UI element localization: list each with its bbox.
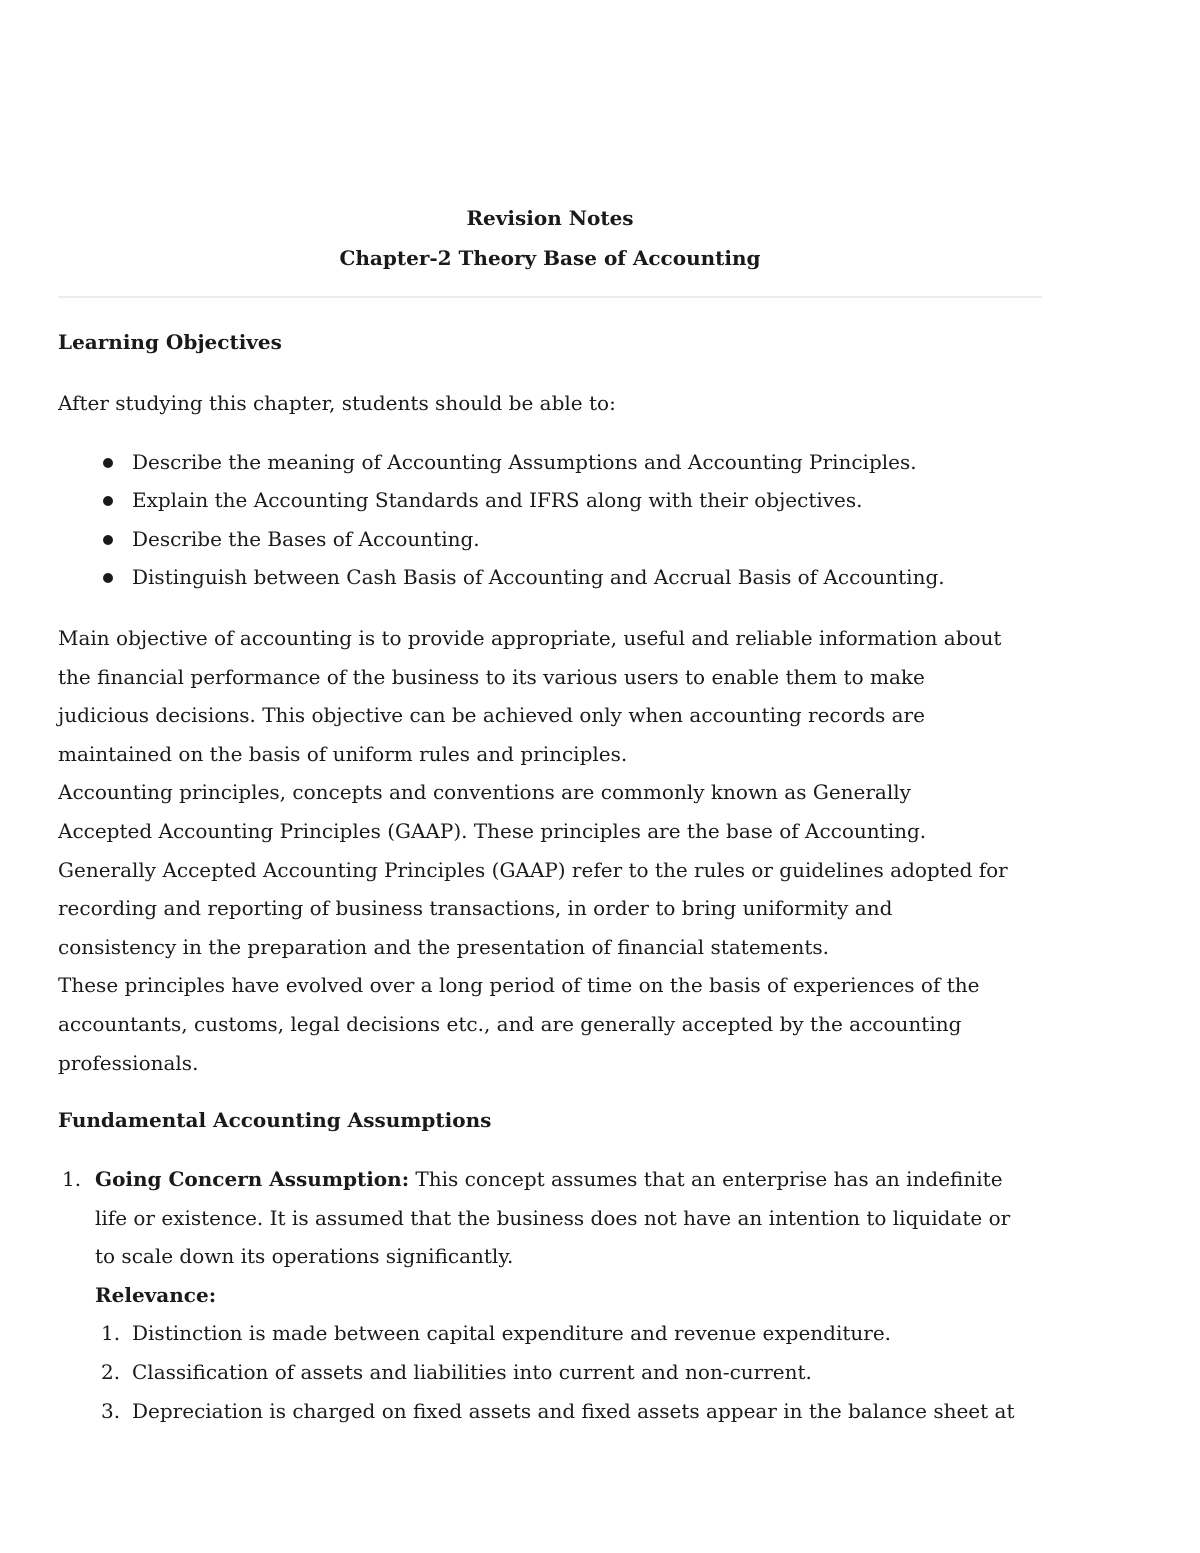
list-item: Explain the Accounting Standards and IFRS along with their objectives. [58, 481, 1042, 520]
body-line: Generally Accepted Accounting Principles (GAAP) refer to the rules or guidelines adopted for [58, 857, 1008, 882]
assumptions-list [58, 1160, 1042, 1430]
body-line: maintained on the basis of uniform rules and principles. [58, 741, 628, 766]
list-item: 2. Classification of assets and liabilities into current and non-current. [101, 1360, 812, 1385]
assumption-text: Going Concern Assumption: This concept assumes that an enterprise has an indefinite [95, 1167, 1003, 1192]
assumption-line: to scale down its operations significantly. [95, 1244, 514, 1269]
body-line: the financial performance of the business to its various users to enable them to make [58, 664, 925, 689]
body-line: Accepted Accounting Principles (GAAP). These principles are the base of Accounting. [58, 818, 927, 843]
bullet-icon [103, 573, 113, 583]
divider [58, 296, 1042, 298]
title-block [58, 198, 1042, 278]
body-line: accountants, customs, legal decisions etc., and are generally accepted by the accounting [58, 1011, 962, 1036]
body-line: recording and reporting of business transactions, in order to bring uniformity and [58, 896, 893, 921]
bullet-icon [103, 496, 113, 506]
relevance-list [95, 1314, 1042, 1430]
body-line: These principles have evolved over a long period of time on the basis of experiences of the [58, 973, 980, 998]
body-line: Main objective of accounting is to provide appropriate, useful and reliable information about [58, 625, 1002, 650]
assumptions-heading: Fundamental Accounting Assumptions [58, 1108, 492, 1133]
body-line: judicious decisions. This objective can be achieved only when accounting records are [58, 703, 925, 728]
list-item: 1. Distinction is made between capital expenditure and revenue expenditure. [101, 1321, 892, 1346]
learning-objectives-heading: Learning Objectives [58, 330, 282, 354]
assumption-title: Going Concern Assumption: [95, 1167, 410, 1192]
objectives-intro: After studying this chapter, students should be able to: [58, 391, 616, 415]
assumption-line: life or existence. It is assumed that the business does not have an intention to liquidate or [95, 1205, 1011, 1230]
bullet-icon [103, 458, 113, 468]
body-paragraphs [58, 619, 1042, 1082]
objectives-list [58, 443, 1042, 597]
document-page [58, 198, 1042, 1430]
list-item: Describe the Bases of Accounting. [58, 520, 1042, 559]
list-number: 1. [62, 1167, 82, 1192]
list-item: Describe the meaning of Accounting Assumptions and Accounting Principles. [58, 443, 1042, 482]
bullet-icon [103, 535, 113, 545]
list-item [58, 1160, 1042, 1430]
chapter-title: Chapter-2 Theory Base of Accounting [339, 246, 761, 270]
body-line: Accounting principles, concepts and conventions are commonly known as Generally [58, 780, 911, 805]
page-title: Revision Notes [466, 206, 634, 230]
body-line: professionals. [58, 1050, 199, 1075]
list-item: Distinguish between Cash Basis of Accounting and Accrual Basis of Accounting. [58, 558, 1042, 597]
relevance-label: Relevance: [95, 1282, 217, 1307]
list-item: 3. Depreciation is charged on fixed assets and fixed assets appear in the balance sheet at [101, 1398, 1015, 1423]
body-line: consistency in the preparation and the presentation of financial statements. [58, 934, 829, 959]
